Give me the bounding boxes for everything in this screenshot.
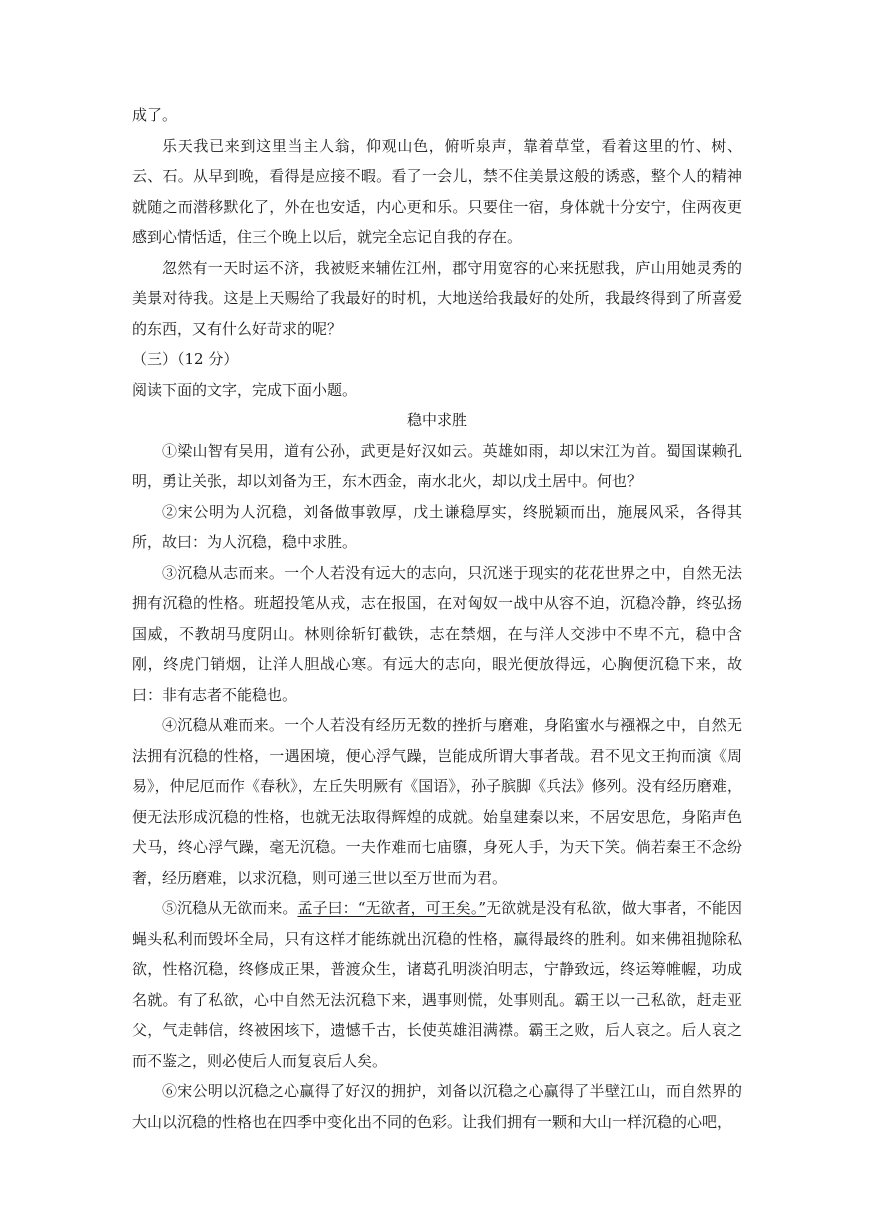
- paragraph-translation-2: 忽然有一天时运不济，我被贬来辅佐江州，郡守用宽容的心来抚慰我，庐山用她灵秀的美景对待我。这是上天赐给了我最好的时机，大地送给我最好的处所，我最终得到了所喜爱的东西，又有什么好苛求的呢？: [132, 258, 742, 338]
- essay-paragraph-5-rest: 无欲就是没有私欲，做大事者，不能因蝇头私利而毁坏全局，只有这样才能练就出沉稳的性格，赢得最终的胜利。如来佛祖抛除私欲，性格沉稳，终修成正果，普渡众生，诸葛孔明淡泊明志，宁静致远，终运筹帷幄，功成名就。有了私欲，心中自然无法沉稳下来，遇事则慌，处事则乱。霸王以一己私欲，赶走亚父，气走韩信，终被困垓下，遗憾千古，长使英雄泪满襟。霸王之败，后人哀之。后人哀之而不鉴之，则必使后人而复哀后人矣。: [132, 899, 742, 1070]
- instruction-text: 阅读下面的文字，完成下面小题。: [132, 380, 358, 399]
- paragraph-translation-1: 乐天我已来到这里当主人翁，仰观山色，俯听泉声，靠着草堂，看着这里的竹、树、云、石。从早到晚，看得是应接不暇。看了一会儿，禁不住美景这般的诱惑，整个人的精神就随之而潜移默化了，外在也安适，内心更和乐。只要住一宿，身体就十分安宁，住两夜更感到心情恬适，住三个晚上以后，就完全忘记自我的存在。: [132, 136, 742, 246]
- paragraph-continuation: 成了。: [132, 106, 178, 124]
- essay-paragraph-3: ③沉稳从志而来。一个人若没有远大的志向，只沉迷于现实的花花世界之中，自然无法拥有沉稳的性格。班超投笔从戎，志在报国，在对匈奴一战中从容不迫，沉稳冷静，终弘扬国威，不教胡马度阴山。林则徐斩钉截铁，志在禁烟，在与洋人交涉中不卑不亢，稳中含刚，终虎门销烟，让洋人胆战心寒。有远大的志向，眼光便放得远，心胸便沉稳下来，故曰：非有志者不能稳也。: [132, 563, 742, 704]
- section-label: （三）（12 分）: [132, 350, 239, 368]
- essay-paragraph-1: ①梁山智有吴用，道有公孙，武更是好汉如云。英雄如雨，却以宋江为首。蜀国谋赖孔明，勇让关张，却以刘备为王，东木西金，南水北火，却以戊土居中。何也？: [132, 441, 742, 490]
- essay-paragraph-2: ②宋公明为人沉稳，刘备做事敦厚，戊土谦稳厚实，终脱颖而出，施展风采，各得其所，故曰：为人沉稳，稳中求胜。: [132, 502, 742, 551]
- underlined-quote: 孟子曰：“无欲者，可王矣。”: [297, 899, 487, 917]
- essay-paragraph-5: [132, 893, 742, 1076]
- essay-paragraph-5-lead: ⑤沉稳从无欲而来。: [162, 899, 298, 917]
- essay-title: 稳中求胜: [406, 411, 467, 429]
- essay-paragraph-4: ④沉稳从难而来。一个人若没有经历无数的挫折与磨难，身陷蜜水与襁褓之中，自然无法拥有沉稳的性格，一遇困境，便心浮气躁，岂能成所谓大事者哉。君不见文王拘而演《周易》，仲尼厄而作《春秋》，左丘失明厥有《国语》，孙子膑脚《兵法》修列。没有经历磨难，便无法形成沉稳的性格，也就无法取得辉煌的成就。始皇建秦以来，不居安思危，身陷声色犬马，终心浮气躁，毫无沉稳。一夫作难而七庙隳，身死人手，为天下笑。倘若秦王不念纷奢，经历磨难，以求沉稳，则可递三世以至万世而为君。: [132, 716, 742, 887]
- essay-paragraph-6: ⑥宋公明以沉稳之心赢得了好汉的拥护，刘备以沉稳之心赢得了半壁江山，而自然界的大山以沉稳的性格也在四季中变化出不同的色彩。让我们拥有一颗和大山一样沉稳的心吧，: [132, 1082, 742, 1131]
- document-body: [132, 100, 742, 1137]
